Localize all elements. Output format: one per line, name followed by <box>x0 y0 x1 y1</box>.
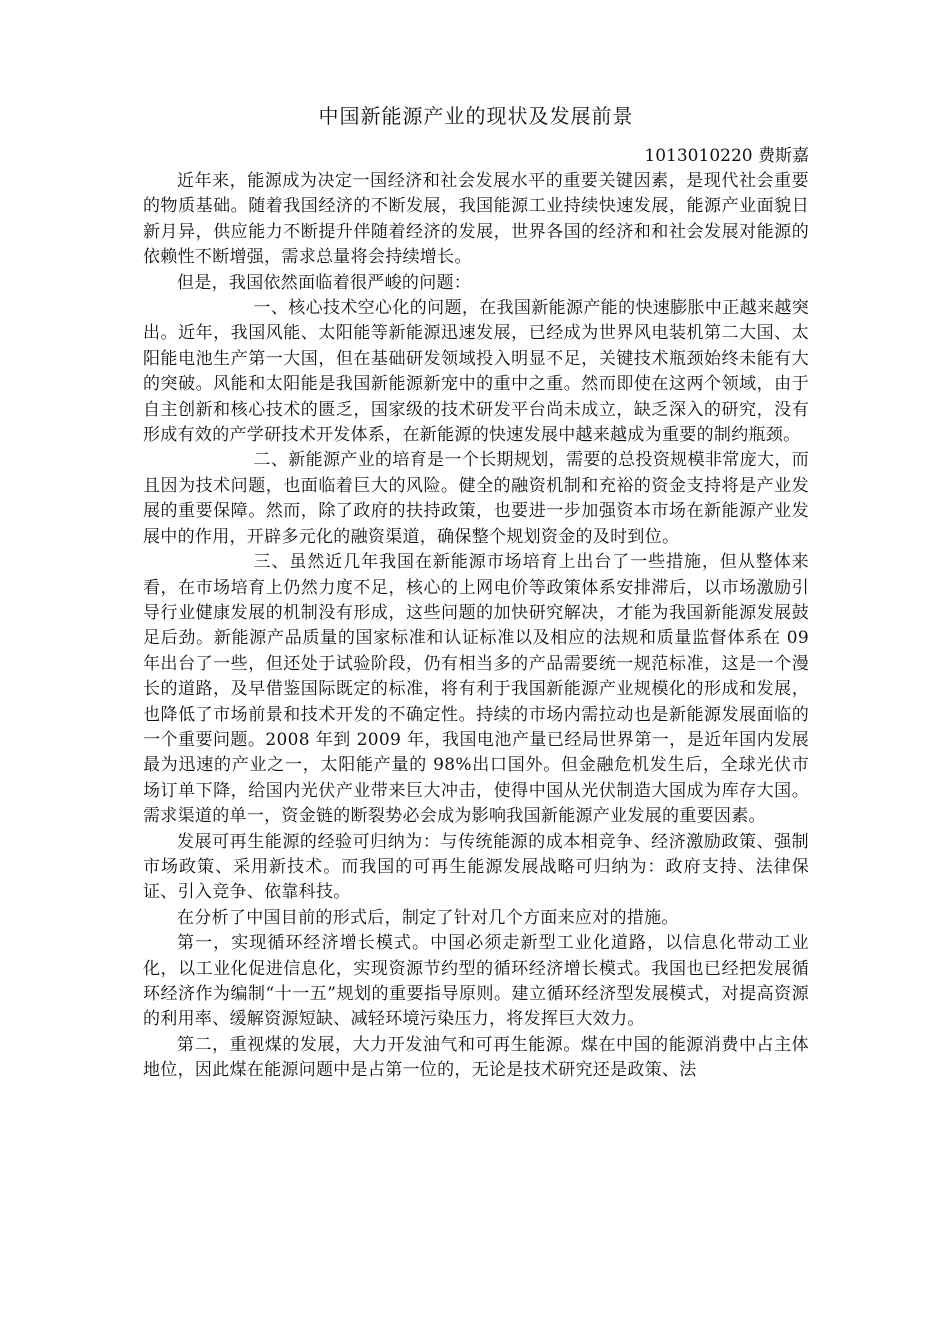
paragraph-problem-3: 三、虽然近几年我国在新能源市场培育上出台了一些措施，但从整体来看，在市场培育上仍然力度不足，核心的上网电价等政策体系安排滞后，以市场激励引导行业健康发展的机制没有形成，这些问题的加快研究解决，才能为我国新能源发展鼓足后劲。新能源产品质量的国家标准和认证标准以及相应的法规和质量监督体系在 09 年出台了一些，但还处于试验阶段，仍有相当多的产品需要统一规范标准，这是一个漫长的道路，及早借鉴国际既定的标准，将有利于我国新能源产业规模化的形成和发展，也降低了市场前景和技术开发的不确定性。持续的市场内需拉动也是新能源发展面临的一个重要问题。2008 年到 2009 年，我国电池产量已经局世界第一，是近年国内发展最为迅速的产业之一，太阳能产量的 98%出口国外。但金融危机发生后，全球光伏市场订单下降，给国内光伏产业带来巨大冲击，使得中国从光伏制造大国成为库存大国。需求渠道的单一，资金链的断裂势必会成为影响我国新能源产业发展的重要因素。 <box>143 552 809 827</box>
paragraph-problem-1: 一、核心技术空心化的问题，在我国新能源产能的快速膨胀中正越来越突出。近年，我国风能、太阳能等新能源迅速发展，已经成为世界风电装机第二大国、太阳能电池生产第一大国，但在基础研发领域投入明显不足，关键技术瓶颈始终未能有大的突破。风能和太阳能是我国新能源新宠中的重中之重。然而即使在这两个领域，由于自主创新和核心技术的匮乏，国家级的技术研发平台尚未成立，缺乏深入的研究，没有形成有效的产学研技术开发体系，在新能源的快速发展中越来越成为重要的制约瓶颈。 <box>143 298 809 446</box>
paragraph-problems-lead: 但是，我国依然面临着很严峻的问题： <box>177 272 472 293</box>
document-page <box>143 100 809 1084</box>
paragraph-problem-2: 二、新能源产业的培育是一个长期规划，需要的总投资规模非常庞大，而且因为技术问题，也面临着巨大的风险。健全的融资机制和充裕的资金支持将是产业发展的重要保障。然而，除了政府的扶持政策，也要进一步加强资本市场在新能源产业发展中的作用，开辟多元化的融资渠道，确保整个规划资金的及时到位。 <box>143 450 809 547</box>
paragraph-measure-1: 第一，实现循环经济增长模式。中国必须走新型工业化道路，以信息化带动工业化，以工业化促进信息化，实现资源节约型的循环经济增长模式。我国也已经把发展循环经济作为编制“十一五”规划的重要指导原则。建立循环经济型发展模式，对提高资源的利用率、缓解资源短缺、减轻环境污染压力，将发挥巨大效力。 <box>143 933 809 1030</box>
paragraph-experience: 发展可再生能源的经验可归纳为：与传统能源的成本相竞争、经济激励政策、强制市场政策、采用新技术。而我国的可再生能源发展战略可归纳为：政府支持、法律保证、引入竞争、依靠科技。 <box>143 831 809 903</box>
document-title: 中国新能源产业的现状及发展前景 <box>318 104 634 128</box>
paragraph-intro: 近年来，能源成为决定一国经济和社会发展水平的重要关键因素，是现代社会重要的物质基础。随着我国经济的不断发展，我国能源工业持续快速发展，能源产业面貌日新月异，供应能力不断提升伴随着经济的发展，世界各国的经济和和社会发展对能源的依赖性不断增强，需求总量将会持续增长。 <box>143 171 809 268</box>
paragraph-measures-lead: 在分析了中国目前的形式后，制定了针对几个方面来应对的措施。 <box>177 907 679 928</box>
author-line: 1013010220 费斯嘉 <box>644 146 809 166</box>
paragraph-measure-2: 第二，重视煤的发展，大力开发油气和可再生能源。煤在中国的能源消费中占主体地位，因此煤在能源问题中是占第一位的，无论是技术研究还是政策、法 <box>143 1034 809 1081</box>
